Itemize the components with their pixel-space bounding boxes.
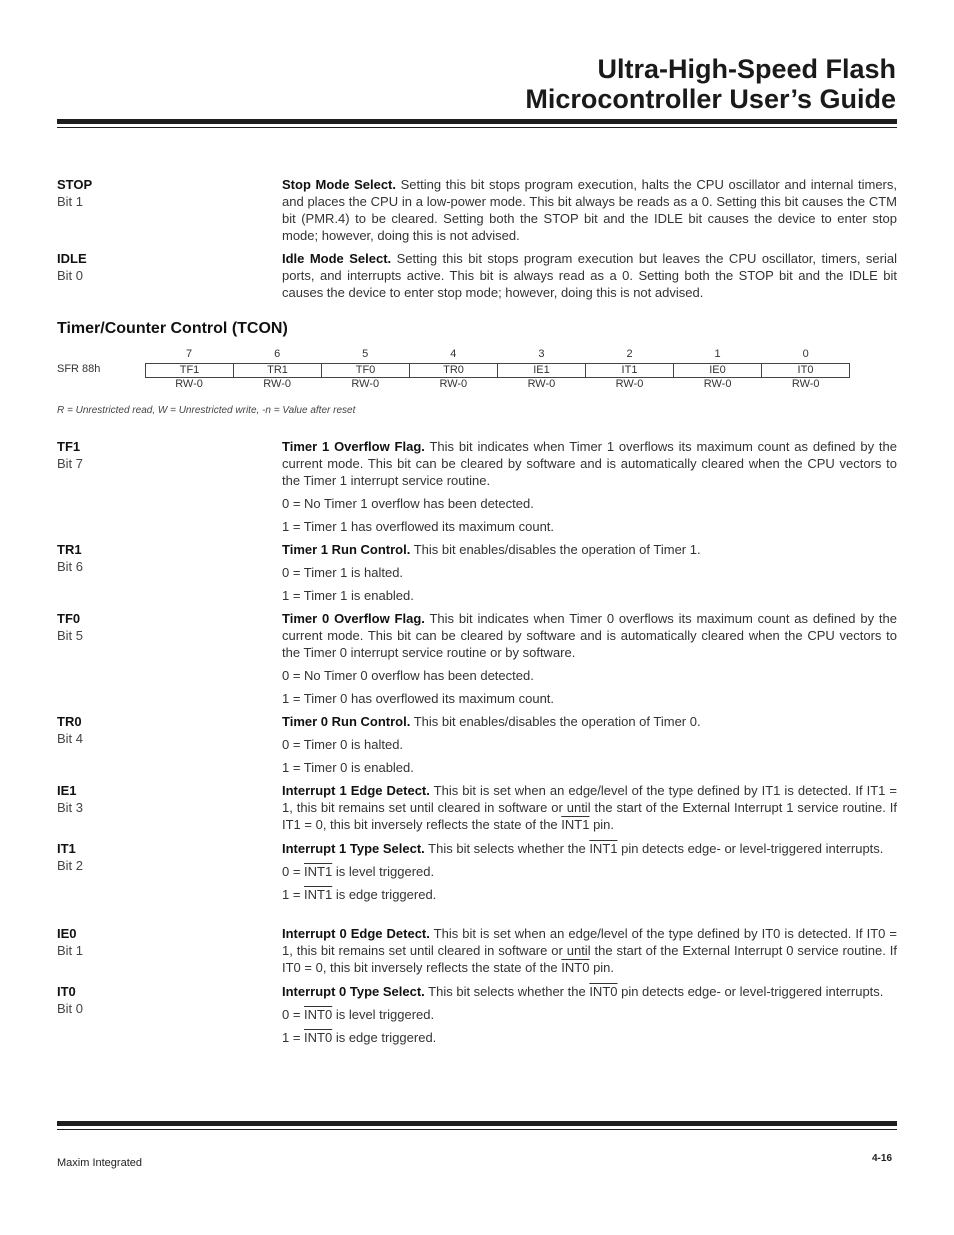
bit-description: This bit enables/disables the operation of Timer 1. (410, 542, 701, 557)
bit-description-tail: pin. (589, 817, 615, 832)
bit-position: Bit 3 (57, 800, 84, 815)
signal-int0: INT0 (561, 960, 590, 975)
bit-description-tail: pin. (589, 960, 615, 975)
signal-int1: INT1 (304, 864, 333, 879)
bit-name: IT0 (57, 984, 76, 999)
entry-tr1 (57, 541, 897, 604)
bit-number: 0 (802, 348, 809, 360)
bit-description: This bit enables/disables the operation of Timer 0. (410, 714, 701, 729)
entry-ie1 (57, 782, 897, 833)
bit-option-1 (282, 1029, 897, 1046)
bit-name: STOP (57, 177, 93, 192)
bit-position: Bit 4 (57, 731, 84, 746)
bit-description: This bit indicates when Timer 0 overflows its maximum count as defined by the current mode. This bit can be cleared by software and is automatically cleared when the CPU vectors to the Timer 0 interrupt service routine or by software. (282, 611, 897, 660)
page-number: 4-16 (871, 1153, 892, 1164)
bit-description: This bit indicates when Timer 1 overflows its maximum count as defined by the current mode. This bit can be cleared by software and is automatically cleared when the CPU vectors to the Timer 1 interrupt service routine. (282, 439, 897, 488)
entry-tf1 (57, 438, 897, 535)
option-prefix: 0 = (282, 1007, 305, 1022)
register-legend-note: R = Unrestricted read, W = Unrestricted write, -n = Value after reset (57, 405, 356, 416)
option-prefix: 1 = (282, 887, 305, 902)
bit-field: TR0 (409, 364, 497, 377)
bit-field: IE0 (673, 364, 761, 377)
bit-number: 3 (538, 348, 545, 360)
bit-term: Interrupt 1 Type Select. (282, 841, 425, 856)
signal-int1: INT1 (561, 817, 590, 832)
register-bit-fields (145, 363, 850, 378)
signal-int0: INT0 (304, 1007, 333, 1022)
entry-stop (57, 176, 897, 244)
bit-name: IT1 (57, 841, 76, 856)
bit-term: Timer 1 Overflow Flag. (282, 439, 425, 454)
entry-idle (57, 250, 897, 301)
signal-int0: INT0 (589, 984, 618, 999)
bit-name: TR1 (57, 542, 82, 557)
bit-name: TF1 (57, 439, 81, 454)
reset-value: RW-0 (527, 378, 556, 390)
option-text: is edge triggered. (332, 1030, 437, 1045)
bit-option-1: 1 = Timer 0 has overflowed its maximum count. (282, 691, 555, 706)
bit-option-0: 0 = Timer 0 is halted. (282, 737, 404, 752)
bit-description: This bit selects whether the (424, 841, 590, 856)
signal-int1: INT1 (589, 841, 618, 856)
signal-int0: INT0 (304, 1030, 333, 1045)
reset-value: RW-0 (351, 378, 380, 390)
bit-name: IDLE (57, 251, 87, 266)
title-line-1: Ultra-High-Speed Flash (597, 54, 896, 84)
bit-name: IE0 (57, 926, 77, 941)
bit-position: Bit 5 (57, 628, 84, 643)
bit-description-tail: pin detects edge- or level-triggered interrupts. (617, 841, 884, 856)
bit-position: Bit 1 (57, 194, 84, 209)
bit-number: 2 (626, 348, 633, 360)
bit-position: Bit 1 (57, 943, 84, 958)
option-text: is level triggered. (332, 864, 435, 879)
bit-term: Timer 0 Overflow Flag. (282, 611, 425, 626)
bit-option-1: 1 = Timer 1 is enabled. (282, 588, 414, 603)
bit-number: 4 (450, 348, 457, 360)
bit-name: IE1 (57, 783, 77, 798)
bit-position: Bit 2 (57, 858, 84, 873)
page-title (525, 54, 896, 114)
title-line-2: Microcontroller User’s Guide (525, 84, 896, 114)
footer-rule-thick (57, 1121, 897, 1126)
bit-field: TR1 (233, 364, 321, 377)
bit-description-tail: pin detects edge- or level-triggered interrupts. (617, 984, 884, 999)
bit-position: Bit 0 (57, 1001, 84, 1016)
reset-value: RW-0 (791, 378, 820, 390)
header-rule-thin (57, 127, 897, 128)
bit-description: Setting this bit stops program execution, halts the CPU oscillator and internal timers, and places the CPU in a low-power mode. This bit always be reads as a 0. Setting this bit causes the CTM bit (PMR.4) to be cleared. Setting both the STOP bit and the IDLE bit causes the device to enter stop mode; however, doing this is not advised. (282, 177, 897, 243)
bit-option-1: 1 = Timer 0 is enabled. (282, 760, 414, 775)
reset-value: RW-0 (263, 378, 291, 390)
bit-term: Idle Mode Select. (282, 251, 392, 266)
bit-term: Interrupt 0 Type Select. (282, 984, 425, 999)
entry-tr0 (57, 713, 897, 776)
reset-value: RW-0 (175, 378, 203, 390)
bit-number: 7 (185, 348, 193, 360)
footer-rule-thin (57, 1129, 897, 1130)
option-text: is level triggered. (332, 1007, 435, 1022)
bit-position: Bit 0 (57, 268, 84, 283)
bit-name: TR0 (57, 714, 82, 729)
bit-description: This bit selects whether the (424, 984, 590, 999)
bit-option-1: 1 = Timer 1 has overflowed its maximum count. (282, 519, 555, 534)
option-prefix: 1 = (282, 1030, 305, 1045)
entry-tf0 (57, 610, 897, 707)
header-rule-thick (57, 119, 897, 124)
bit-term: Interrupt 1 Edge Detect. (282, 783, 430, 798)
bit-number: 5 (362, 348, 369, 360)
bit-term: Interrupt 0 Edge Detect. (282, 926, 430, 941)
bit-number: 6 (274, 348, 281, 360)
bit-name: TF0 (57, 611, 81, 626)
reset-value: RW-0 (439, 378, 468, 390)
bit-option-0: 0 = Timer 1 is halted. (282, 565, 404, 580)
reset-value: RW-0 (703, 378, 732, 390)
bit-field: IT0 (761, 364, 849, 377)
entry-it0 (57, 983, 897, 1046)
signal-int1: INT1 (304, 887, 333, 902)
bit-option-0 (282, 1006, 897, 1023)
footer-company: Maxim Integrated (57, 1157, 142, 1169)
sfr-address: SFR 88h (57, 363, 101, 375)
section-heading: Timer/Counter Control (TCON) (57, 320, 288, 337)
bit-term: Timer 1 Run Control. (282, 542, 411, 557)
bit-option-0: 0 = No Timer 1 overflow has been detected. (282, 496, 534, 511)
bit-term: Stop Mode Select. (282, 177, 396, 192)
entry-it1 (57, 840, 897, 903)
bit-field: IT1 (585, 364, 673, 377)
bit-number: 1 (714, 348, 721, 360)
bit-option-0 (282, 863, 897, 880)
bit-position: Bit 6 (57, 559, 84, 574)
bit-term: Timer 0 Run Control. (282, 714, 411, 729)
option-text: is edge triggered. (332, 887, 437, 902)
option-prefix: 0 = (282, 864, 305, 879)
entry-ie0 (57, 925, 897, 976)
reset-value: RW-0 (615, 378, 644, 390)
register-reset-values (145, 378, 850, 390)
bit-field: IE1 (497, 364, 585, 377)
bit-description: This bit is set when an edge/level of the type defined by IT0 is detected. If IT0 = 1, this bit remains set until cleared in software or until the start of the External Interrupt 0 service routine. If IT0 = 0, this bit inversely reflects the state of the (282, 926, 897, 975)
bit-option-0: 0 = No Timer 0 overflow has been detected. (282, 668, 534, 683)
bit-field: TF0 (321, 364, 409, 377)
bit-field: TF1 (179, 364, 200, 376)
bit-description: This bit is set when an edge/level of the type defined by IT1 is detected. If IT1 = 1, this bit remains set until cleared in software or until the start of the External Interrupt 1 service routine. If IT1 = 0, this bit inversely reflects the state of the (282, 783, 897, 832)
bit-description: Setting this bit stops program execution but leaves the CPU oscillator, timers, serial ports, and interrupts active. This bit is always read as a 0. Setting both the STOP bit and the IDLE bit causes the device to enter stop mode; however, doing this is not advised. (282, 251, 897, 300)
register-bit-numbers (145, 348, 850, 360)
bit-position: Bit 7 (57, 456, 84, 471)
bit-option-1 (282, 886, 897, 903)
